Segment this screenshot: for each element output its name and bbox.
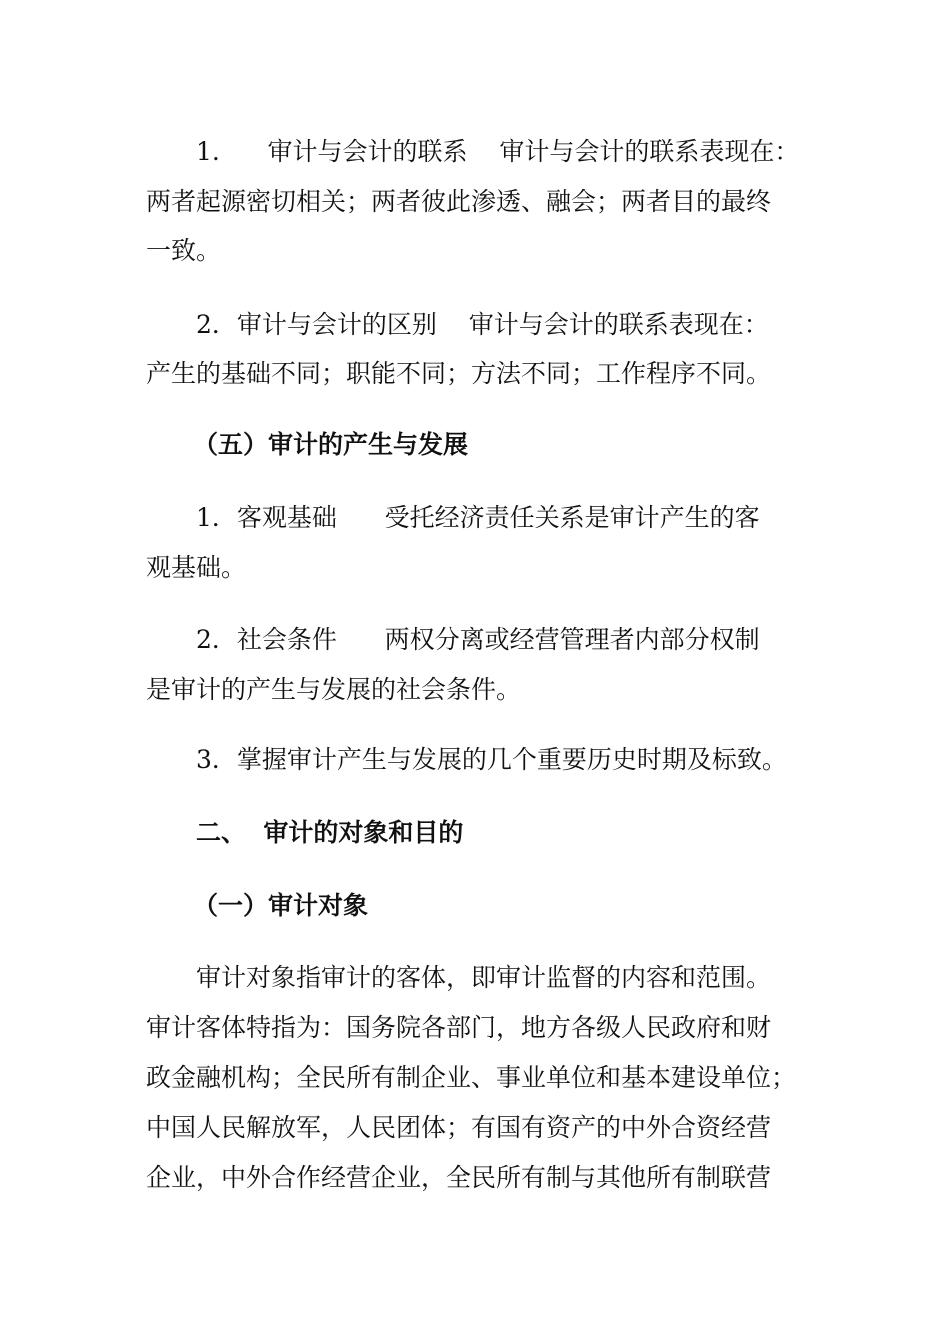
paragraph-line: 1. 审计与会计的联系 审计与会计的联系表现在： <box>196 137 800 166</box>
paragraph-line: 审计对象指审计的客体，即审计监督的内容和范围。 <box>196 963 772 992</box>
paragraph-line: 政金融机构；全民所有制企业、事业单位和基本建设单位； <box>146 1063 797 1092</box>
paragraph-line: 一致。 <box>146 236 222 265</box>
paragraph-line: 企业，中外合作经营企业，全民所有制与其他所有制联营 <box>146 1163 772 1192</box>
paragraph-line: 2．社会条件 两权分离或经营管理者内部分权制 <box>196 625 760 654</box>
paragraph-line: 中国人民解放军，人民团体；有国有资产的中外合资经营 <box>146 1113 772 1142</box>
paragraph-line: 2．审计与会计的区别 审计与会计的联系表现在： <box>196 310 769 339</box>
chapter-heading: 二、 审计的对象和目的 <box>196 818 464 847</box>
paragraph-line: 观基础。 <box>146 553 247 582</box>
paragraph-line: 审计客体特指为：国务院各部门，地方各级人民政府和财 <box>146 1013 772 1042</box>
section-heading: （五）审计的产生与发展 <box>193 430 469 459</box>
paragraph-line: 1．客观基础 受托经济责任关系是审计产生的客 <box>196 503 760 532</box>
paragraph-line: 产生的基础不同；职能不同；方法不同；工作程序不同。 <box>146 359 772 388</box>
paragraph-line: 3．掌握审计产生与发展的几个重要历史时期及标致。 <box>196 745 787 774</box>
paragraph-line: 是审计的产生与发展的社会条件。 <box>146 675 522 704</box>
paragraph-line: 两者起源密切相关；两者彼此渗透、融会；两者目的最终 <box>146 187 772 216</box>
section-heading: （一）审计对象 <box>193 891 369 920</box>
